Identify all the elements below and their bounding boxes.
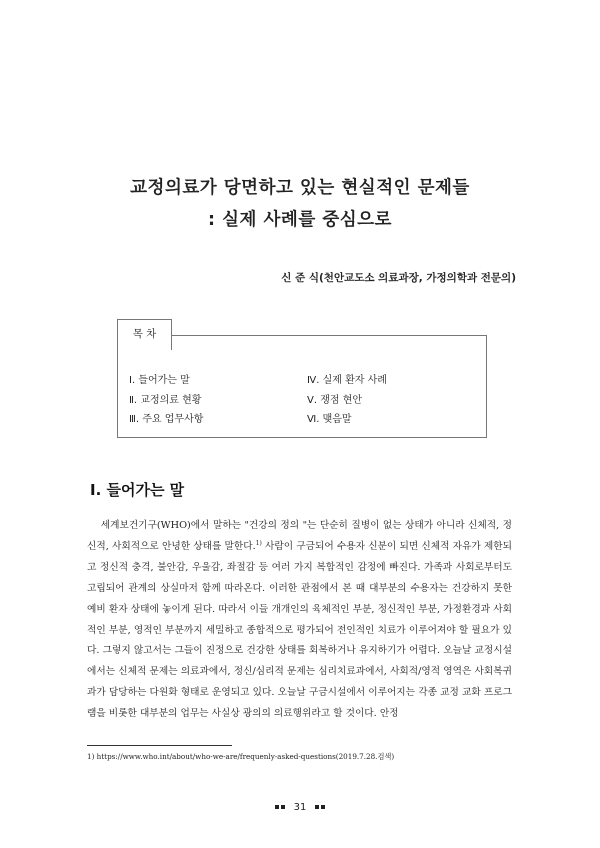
toc-item-1: Ⅰ. 들어가는 말 [129,375,190,386]
page-number-value: 31 [293,802,307,813]
toc-item-5: Ⅴ. 쟁점 현안 [307,395,363,406]
square-bullet-icon [281,805,285,809]
paragraph-start: 세계보건기구(WHO)에서 말하는 "건강의 정의 "는 단순히 질병이 없는 상태가 아니라 신체적, 정신적, 사회적으로 안녕한 상태를 말한다. [87,520,512,552]
square-bullet-icon [275,805,279,809]
page-number [0,802,600,813]
author-byline: 신 준 식(천안교도소 의료과장, 가정의학과 전문의) [281,272,516,284]
body-paragraph [87,516,512,725]
toc-item-6: Ⅵ. 맺음말 [307,414,352,425]
footnote-reference[interactable]: 1) [255,539,262,547]
square-bullet-icon [315,805,319,809]
paragraph-rest: 사람이 구금되어 수용자 신분이 되면 신체적 자유가 제한되고 정신적 충격, 불안감, 우울감, 좌절감 등 여러 가지 복합적인 감정에 빠진다. 가족과 사회로부터도 고립되어 관계의 상실마저 함께 따라온다. 이러한 관점에서 본 때 대부분의 수용자는 건강하지 못한 예비 환자 상태에 놓이게 된다. 따라서 이들 개개인의 육체적인 부분, 정신적인 부분, 가정환경과 사회적인 부분, 영적인 부분까지 세밀하고 종합적으로 평가되어 전인적인 치료가 이루어져야 할 필요가 있다. 그렇지 않고서는 그들이 진정으로 건강한 상태를 회복하거나 유지하기가 어렵다. 오늘날 교정시설에서는 신체적 문제는 의료과에서, 정신/심리적 문제는 심리치료과에서, 사회적/영적 영역은 사회복귀과가 담당하는 다원화 형태로 운영되고 있다. 오늘날 구금시설에서 이루어지는 각종 교정 교화 프로그램을 비롯한 대부분의 업무는 사실상 광의의 의료행위라고 할 것이다. 안정 [87,540,512,720]
document-title-line1: 교정의료가 당면하고 있는 현실적인 문제들 [130,178,470,198]
footnote-divider [87,745,232,746]
toc-item-3: Ⅲ. 주요 업무사항 [129,414,204,425]
toc-label: 목 차 [117,319,172,350]
toc-item-2: Ⅱ. 교정의료 현황 [129,395,202,406]
document-title-line2: : 실제 사례를 중심으로 [208,210,392,230]
square-bullet-icon [321,805,325,809]
footnote-text: 1) https://www.who.int/about/who-we-are/frequenly-asked-questions(2019.7.28.검색) [87,752,395,761]
toc-item-4: Ⅳ. 실제 환자 사례 [307,375,387,386]
section-heading: Ⅰ. 들어가는 말 [90,481,185,499]
